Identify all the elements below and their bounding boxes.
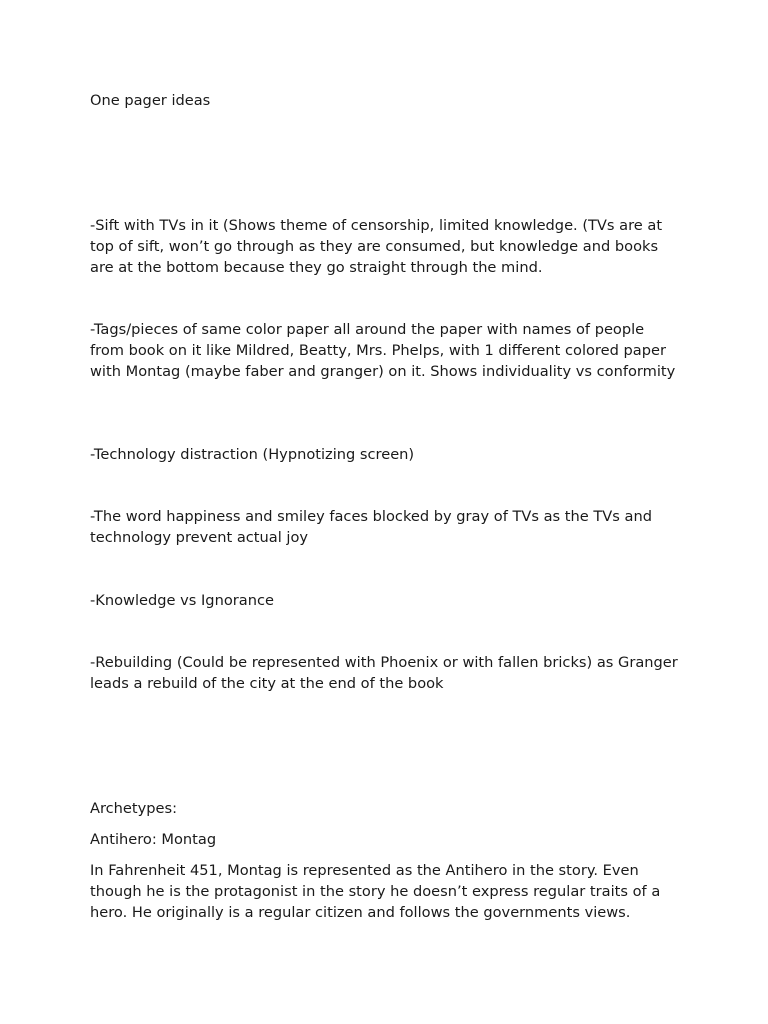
antihero-paragraph: In Fahrenheit 451, Montag is represented as the Antihero in the story. Even though he is the protagonist in the story he doesn’t express regular traits of a hero. He originally is a regular citizen and follows the governments views. bbox=[90, 862, 661, 921]
idea-knowledge: -Knowledge vs Ignorance bbox=[90, 592, 274, 609]
archetypes-heading: Archetypes: bbox=[90, 800, 178, 817]
idea-happiness: -The word happiness and smiley faces blocked by gray of TVs as the TVs and technology prevent actual joy bbox=[90, 508, 652, 546]
idea-technology-distraction: -Technology distraction (Hypnotizing screen) bbox=[90, 446, 415, 463]
antihero-heading: Antihero: Montag bbox=[90, 831, 217, 848]
idea-sift: -Sift with TVs in it (Shows theme of censorship, limited knowledge. (TVs are at top of sift, won’t go through as they are consumed, but knowledge and books are at the bottom because they go straight through the mind. bbox=[90, 217, 663, 276]
idea-tags: -Tags/pieces of same color paper all around the paper with names of people from book on it like Mildred, Beatty, Mrs. Phelps, with 1 different colored paper with Montag (maybe faber and granger) on it. Shows individuality vs conformity bbox=[90, 321, 676, 380]
idea-rebuilding: -Rebuilding (Could be represented with Phoenix or with fallen bricks) as Granger leads a rebuild of the city at the end of the book bbox=[90, 654, 678, 692]
document-title: One pager ideas bbox=[90, 92, 211, 109]
